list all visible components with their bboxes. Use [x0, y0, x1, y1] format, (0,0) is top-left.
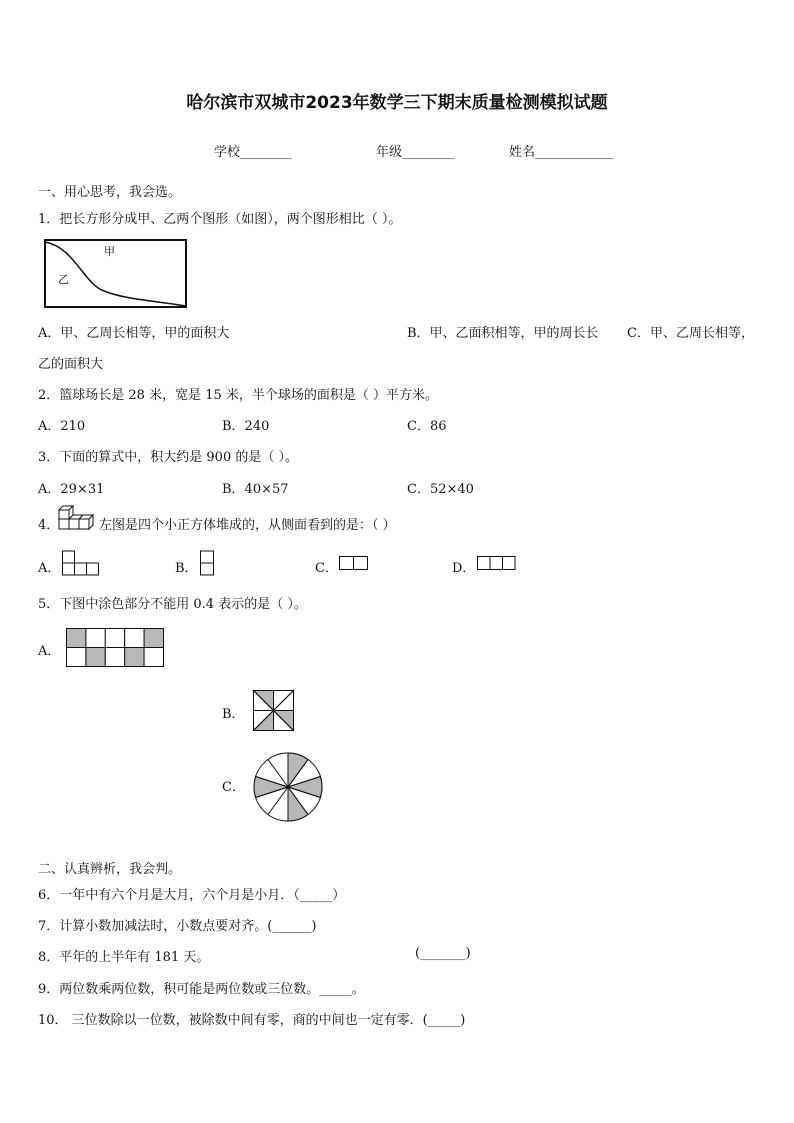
school-field: 学校________	[214, 145, 293, 160]
q4-option-b: B．	[175, 561, 198, 576]
q5-option-c: C．	[222, 780, 245, 795]
section1-heading: 一、用心思考，我会选。	[38, 185, 182, 200]
q10-statement: 10． 三位数除以一位数，被除数中间有零，商的中间也一定有零．(_____)	[38, 1013, 466, 1028]
q1-option-c: C．甲、乙周长相等，	[627, 326, 754, 341]
q8-statement: 8．平年的上半年有 181 天。	[38, 950, 210, 965]
q4-option-d-figure	[477, 556, 517, 572]
q1-label-jia: 甲	[104, 245, 115, 258]
q4-option-a: A．	[38, 561, 61, 576]
q8-answer-blank: (_______)	[415, 946, 471, 961]
q2-stem: 2．篮球场长是 28 米，宽是 15 米，半个球场的面积是（ ）平方米。	[38, 388, 439, 403]
q4-option-b-figure	[200, 550, 216, 578]
grade-field: 年级________	[376, 145, 455, 160]
page-title: 哈尔滨市双城市2023年数学三下期末质量检测模拟试题	[186, 93, 608, 113]
q7-statement: 7．计算小数加减法时，小数点要对齐。(______)	[38, 919, 317, 934]
q1-option-b: B．甲、乙面积相等，甲的周长长	[407, 326, 599, 341]
q4-option-c: C．	[315, 561, 338, 576]
q2-option-a: A．210	[38, 419, 86, 434]
q3-option-a: A．29×31	[38, 482, 105, 497]
q3-option-b: B．40×57	[222, 482, 289, 497]
q3-option-c: C．52×40	[407, 482, 474, 497]
q1-label-yi: 乙	[58, 273, 69, 286]
q6-statement: 6．一年中有六个月是大月，六个月是小月．（_____）	[38, 888, 346, 903]
q5-option-a: A．	[38, 644, 61, 659]
q1-option-a: A．甲、乙周长相等，甲的面积大	[38, 326, 230, 341]
section2-heading: 二、认真辨析，我会判。	[38, 862, 182, 877]
q5-stem: 5．下图中涂色部分不能用 0.4 表示的是（ ）。	[38, 597, 307, 612]
q9-statement: 9．两位数乘两位数，积可能是两位数或三位数。_____。	[38, 982, 365, 997]
q2-option-c: C．86	[407, 419, 447, 434]
q4-number: 4．	[38, 518, 60, 533]
q4-cube-stack-figure	[57, 507, 99, 533]
name-field: 姓名____________	[509, 145, 614, 160]
q2-option-b: B．240	[222, 419, 270, 434]
q5-option-b-square-figure	[253, 690, 295, 732]
q4-stem: 左图是四个小正方体堆成的，从侧面看到的是：（ ）	[99, 518, 396, 533]
q1-stem: 1．把长方形分成甲、乙两个图形（如图），两个图形相比（ ）。	[38, 212, 402, 227]
q5-option-b: B．	[222, 707, 245, 722]
q4-option-d: D．	[452, 561, 476, 576]
q1-rectangle-figure	[44, 239, 188, 309]
q4-option-c-figure	[339, 556, 369, 572]
q5-option-a-grid-figure	[66, 628, 166, 668]
q1-option-c-cont: 乙的面积大	[38, 357, 104, 372]
q4-option-a-figure	[62, 550, 100, 578]
q3-stem: 3．下面的算式中，积大约是 900 的是（ ）。	[38, 450, 298, 465]
q5-option-c-circle-figure	[252, 751, 324, 823]
